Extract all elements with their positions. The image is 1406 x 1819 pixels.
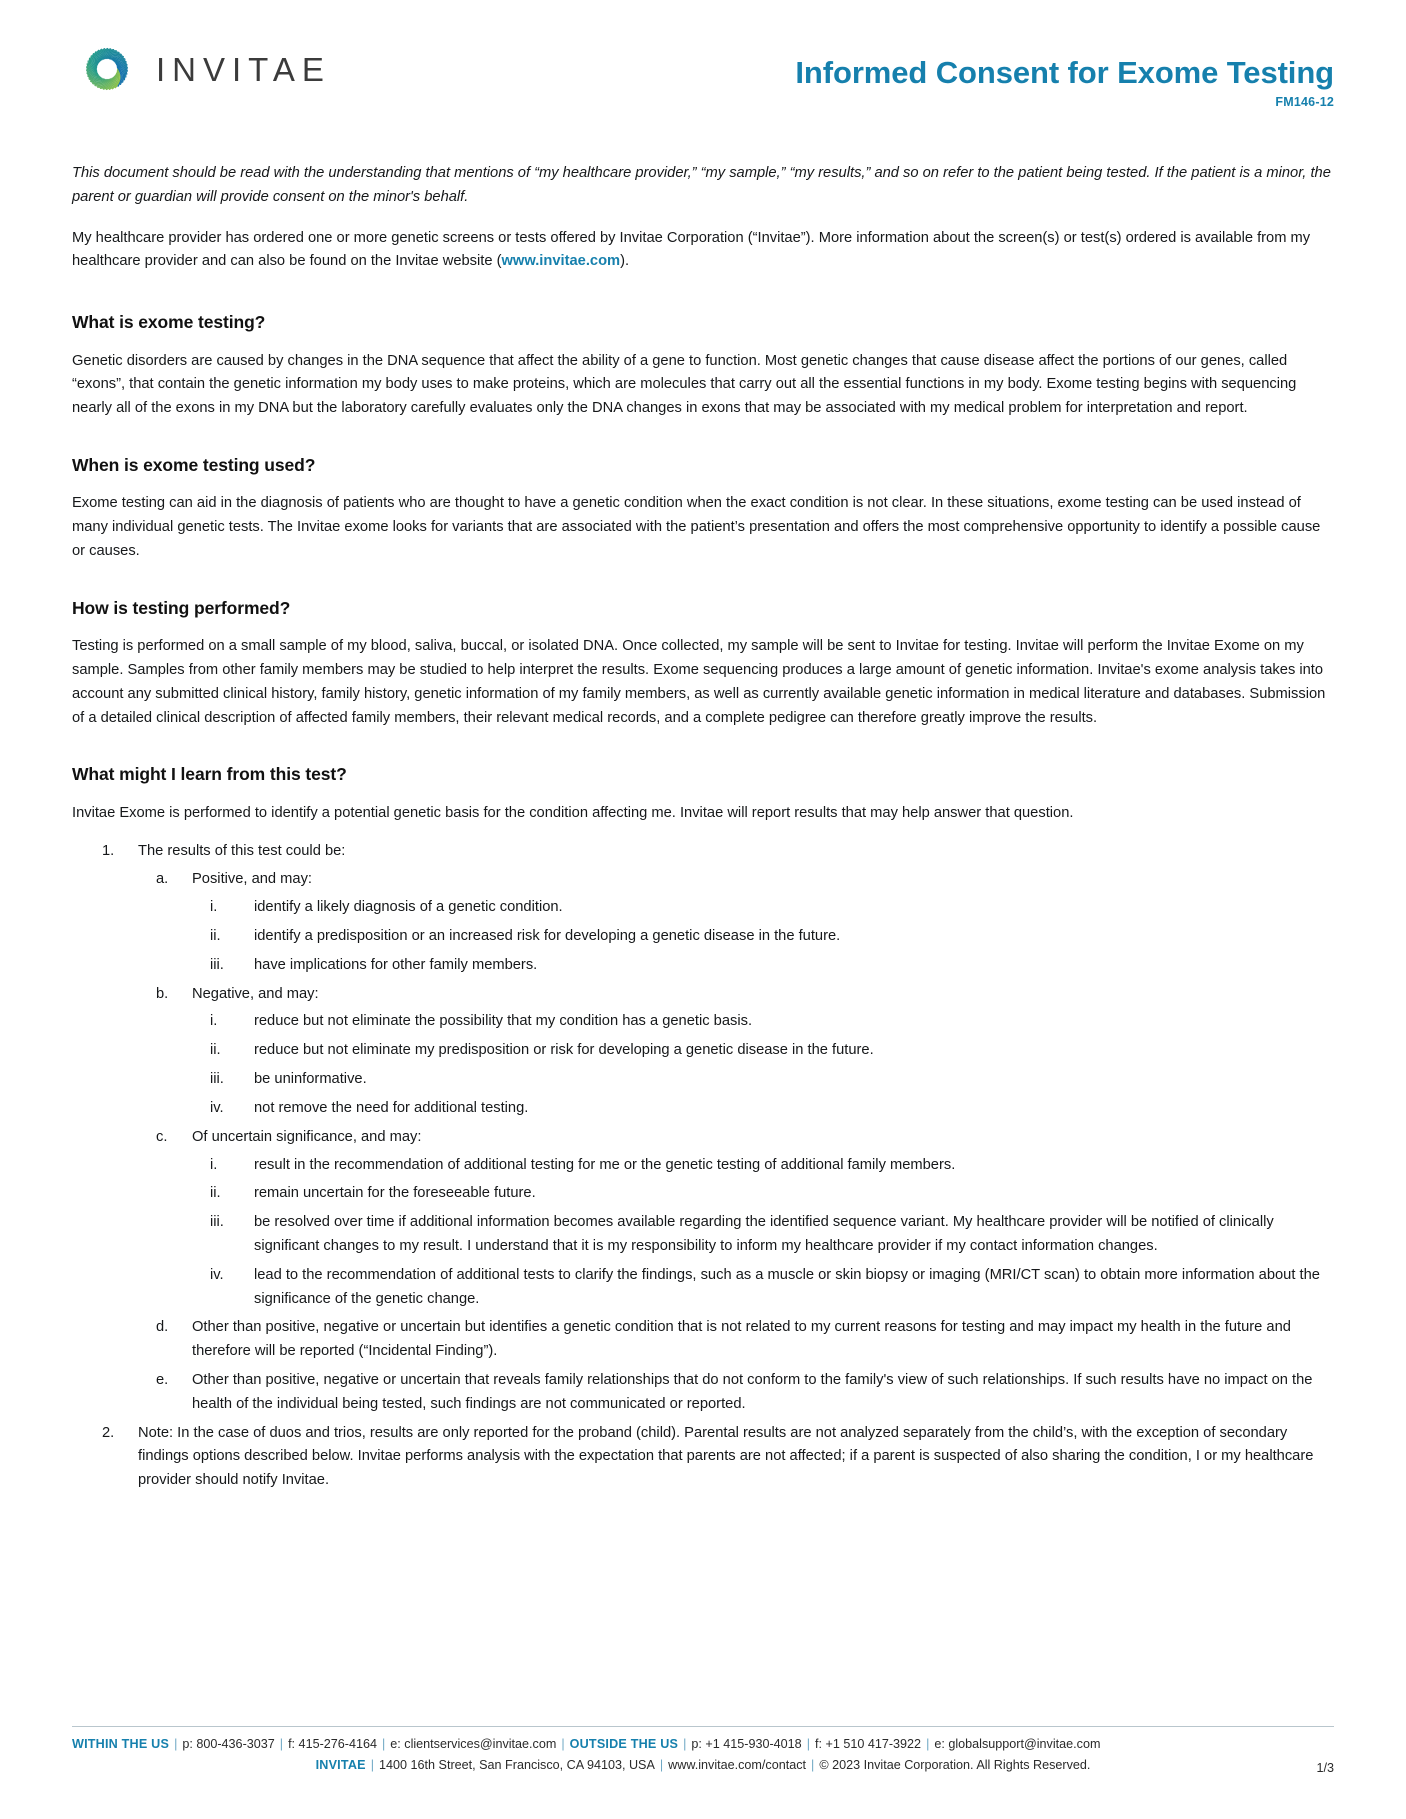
footer-outside-email[interactable]: e: globalsupport@invitae.com [934,1737,1101,1752]
intro-text-before-link: My healthcare provider has ordered one or more genetic screens or tests offered by Invitae Corporation (“Invitae”). More information about the screen(s) or test(s) ordered is available from my healthcare provider and can also be found on the Invitae website ( [72,229,1311,270]
footer-separator: | [926,1737,930,1752]
list-item-text: not remove the need for additional testing. [254,1099,529,1116]
list-item [72,1422,1334,1493]
list-marker [102,840,130,864]
list-item-text: lead to the recommendation of additional tests to clarify the findings, such as a muscle or skin biopsy or imaging (MRI/CT scan) to obtain more information about the significance of the genetic change. [254,1266,1320,1307]
document-code: FM146-12 [1275,95,1334,110]
section-body-what-is-exome-testing: Genetic disorders are caused by changes in the DNA sequence that affect the ability of a gene to function. Most genetic changes that cause disease affect the portions of our genes, called “exons”, that contain the genetic information my body uses to make proteins, which are molecules that carry out all the essential functions in my body. Exome testing begins with sequencing nearly all of the exons in my DNA but the laboratory carefully evaluates only the DNA changes in exons that may be associated with my medical problem for interpretation and report. [72,352,1297,417]
list-item-text: Positive, and may: [192,871,313,888]
list-item [192,1264,1334,1312]
list-marker [210,1039,248,1063]
list-item-text: identify a likely diagnosis of a genetic condition. [254,899,563,916]
brand-wordmark: INVITAE [156,50,331,88]
list-item-text: be resolved over time if additional information becomes available regarding the identified sequence variant. My healthcare provider will be notified of clinically significant changes to my result. I understand that it is my responsibility to inform my healthcare provider if my contact information changes. [254,1214,1274,1254]
footer-within-fax: f: 415-276-4164 [288,1737,377,1752]
list-marker [210,896,248,920]
footer-address: 1400 16th Street, San Francisco, CA 94103, USA [379,1757,655,1772]
list-item-text: The results of this test could be: [138,842,346,859]
intro-paragraph [72,227,1334,275]
footer-separator: | [174,1737,178,1752]
list-item-text: Other than positive, negative or uncertain that reveals family relationships that do not conform to the family's view of such relationships. If such results have no impact on the health of the individual being tested, such findings are not communicated or reported. [192,1372,1313,1412]
list-marker [210,925,248,949]
list-item-text: result in the recommendation of additional testing for me or the genetic testing of additional family members. [254,1156,956,1173]
footer-address-line [72,1755,1334,1775]
footer-outside-fax: f: +1 510 417-3922 [814,1737,922,1752]
list-item-text: have implications for other family members. [254,956,538,973]
list-item [192,896,1334,920]
list-marker [156,1369,186,1393]
list-marker [156,983,186,1007]
sub-list [138,868,1334,1416]
list-item-text: remain uncertain for the foreseeable future. [254,1185,536,1202]
footer-contact-line [72,1734,1334,1754]
list-item [192,925,1334,949]
list-item [192,1010,1334,1034]
sub-list [192,1154,1334,1312]
list-item [138,1316,1334,1364]
list-item [192,954,1334,978]
list-item [138,1126,1334,1312]
footer-separator: | [561,1737,565,1752]
list-item [192,1068,1334,1092]
invitae-website-link[interactable]: www.invitae.com [501,253,621,270]
footer-web-link[interactable]: www.invitae.com/contact [668,1757,807,1772]
list-item [138,868,1334,977]
footer-within-us-label: WITHIN THE US [72,1737,170,1752]
list-item-text: Note: In the case of duos and trios, results are only reported for the proband (child). Parental results are not analyzed separately from the child’s, with the exception of secondary findings options described below. Invitae performs analysis with the expectation that parents are not affected; if a parent is suspected of also sharing the condition, I or my healthcare provider should notify Invitae. [138,1424,1314,1489]
footer-divider [72,1726,1334,1727]
list-item-text: identify a predisposition or an increased risk for developing a genetic disease in the future. [254,928,841,944]
page-title: Informed Consent for Exome Testing [795,55,1334,90]
list-item [138,1369,1334,1417]
invitae-swirl-logo-icon [76,38,138,100]
section-body-what-might-i-learn: Invitae Exome is performed to identify a potential genetic basis for the condition affecting me. Invitae will report results that may help answer that question. [72,804,1074,821]
section-heading-when-is-exome-testing-used: When is exome testing used? [72,455,316,476]
footer-separator: | [811,1757,815,1772]
list-item-text: be uninformative. [254,1071,367,1088]
list-item [192,1154,1334,1178]
brand-lockup [72,38,331,100]
footer-separator: | [683,1737,687,1752]
section-heading-what-is-exome-testing: What is exome testing? [72,312,266,333]
sub-list [192,896,1334,977]
footer-outside-us-label: OUTSIDE THE US [569,1737,679,1752]
list-item-text: Of uncertain significance, and may: [192,1128,422,1145]
list-marker [156,1126,186,1150]
list-marker [210,1211,248,1235]
page-header [72,0,1334,134]
footer-copyright: © 2023 Invitae Corporation. All Rights Reserved. [819,1757,1091,1772]
list-item [192,1211,1334,1259]
footer-separator: | [279,1737,284,1752]
list-marker [210,1097,248,1121]
footer-outside-phone: p: +1 415-930-4018 [691,1737,802,1752]
document-body [72,162,1334,1493]
list-marker [156,1316,186,1340]
list-marker [210,1010,248,1034]
section-heading-what-might-i-learn: What might I learn from this test? [72,764,347,785]
list-item-text: Other than positive, negative or uncertain but identifies a genetic condition that is not related to my current reasons for testing and may impact my health in the future and therefore will be reported (“Incidental Finding”). [192,1319,1291,1360]
list-marker [210,1154,248,1178]
footer-separator: | [806,1737,810,1752]
footer-within-phone: p: 800-436-3037 [182,1737,275,1752]
list-item [192,1039,1334,1063]
list-item [192,1182,1334,1206]
section-heading-how-is-testing-performed: How is testing performed? [72,597,291,618]
section-body-when-is-exome-testing-used: Exome testing can aid in the diagnosis of patients who are thought to have a genetic condition when the exact condition is not clear. In these situations, exome testing can be used instead of many individual genetic tests. The Invitae exome looks for variants that are associated with the patient’s presentation and offers the most comprehensive opportunity to identify a possible cause or causes. [72,495,1321,559]
list-marker [156,868,186,892]
list-marker [210,954,248,978]
list-marker [102,1422,130,1446]
list-item-text: Negative, and may: [192,985,319,1002]
footer-separator: | [659,1757,664,1772]
list-item-text: reduce but not eliminate the possibility that my condition has a genetic basis. [254,1013,753,1030]
page-number: 1/3 [1316,1761,1334,1775]
list-item [72,840,1334,1417]
footer-separator: | [370,1757,375,1772]
footer-separator: | [382,1737,386,1752]
section-body-how-is-testing-performed: Testing is performed on a small sample of my blood, saliva, buccal, or isolated DNA. Once collected, my sample will be sent to Invitae for testing. Invitae will perform the Invitae Exome on my sample. Samples from other family members may be studied to help interpret the results. Exome sequencing produces a large amount of genetic information. Invitae's exome analysis takes into account any submitted clinical history, family history, genetic information of my family members, as well as currently available genetic information in medical literature and databases. Submission of a detailed clinical description of affected family members, their relevant medical records, and a complete pedigree can therefore greatly improve the results. [72,638,1326,726]
header-title-block [795,38,1334,109]
list-marker [210,1068,248,1092]
list-marker [210,1182,248,1206]
footer-within-email[interactable]: e: clientservices@invitae.com [390,1737,557,1752]
intro-italic-note: This document should be read with the understanding that mentions of “my healthcare provider,” “my sample,” “my results,” and so on refer to the patient being tested. If the patient is a minor, the parent or guardian will provide consent on the minor's behalf. [72,165,1331,205]
page-footer [72,1726,1334,1775]
list-marker [210,1264,248,1288]
footer-company-name: INVITAE [315,1757,366,1772]
list-item [138,983,1334,1121]
list-item [192,1097,1334,1121]
list-item-text: reduce but not eliminate my predisposition or risk for developing a genetic disease in the future. [254,1042,874,1059]
intro-text-after-link: ). [620,253,630,270]
results-list [72,840,1334,1494]
sub-list [192,1010,1334,1120]
